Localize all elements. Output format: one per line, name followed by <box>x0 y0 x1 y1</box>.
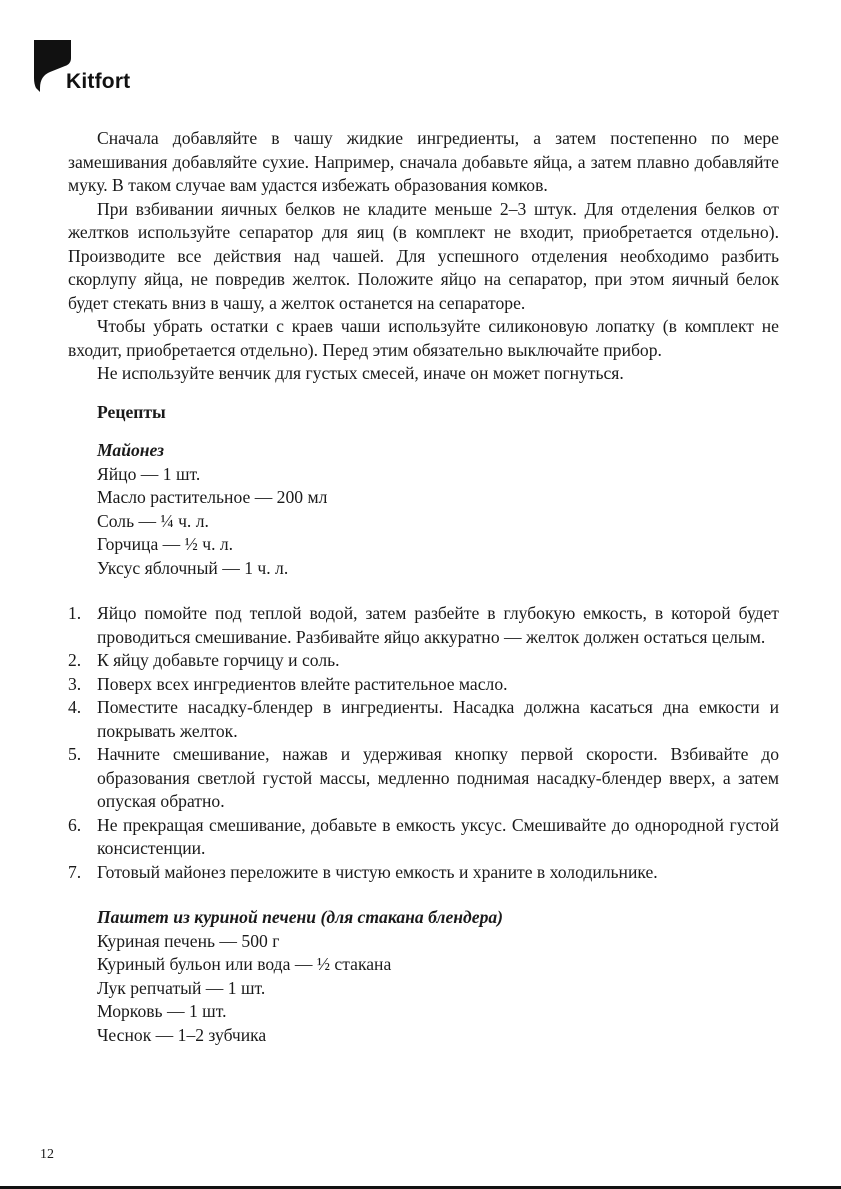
ingredient-item: Уксус яблочный — 1 ч. л. <box>97 557 289 578</box>
ingredient-item: Яйцо — 1 шт. <box>97 463 201 484</box>
step-text: Поместите насадку-блендер в ингредиенты. Насадка должна касаться дна емкости и покрывать желток. <box>97 697 779 741</box>
paragraph: Сначала добавляйте в чашу жидкие ингредиенты, а затем постепенно по мере замешивания добавляйте сухие. Например, сначала добавьте яйца, а затем плавно добавляйте муку. В таком случае вам удастся избежать образования комков. <box>68 128 779 195</box>
step-text: К яйцу добавьте горчицу и соль. <box>97 650 340 670</box>
ingredient-item: Соль — ¼ ч. л. <box>97 510 209 531</box>
step-item <box>68 649 779 673</box>
logo-wordmark: Kitfort <box>66 70 131 93</box>
paragraph: Чтобы убрать остатки с краев чаши используйте силиконовую лопатку (в комплект не входит, приобретается отдельно). Перед этим обязательно выключайте прибор. <box>68 316 779 360</box>
recipe-title-mayonnaise: Майонез <box>97 440 164 460</box>
step-item <box>68 814 779 861</box>
ingredient-item: Куриная печень — 500 г <box>97 930 280 951</box>
step-number: 7. <box>68 861 82 882</box>
paragraph: При взбивании яичных белков не кладите меньше 2–3 штук. Для отделения белков от желтков используйте сепаратор для яиц (в комплект не входит, приобретается отдельно). Производите все действия над чашей. Для успешного отделения необходимо разбить скорлупу яйца, не повредив желток. Положите яйцо на сепаратор, при этом яичный белок будет стекать вниз в чашу, а желток останется на сепараторе. <box>68 198 779 313</box>
step-text: Готовый майонез переложите в чистую емкость и храните в холодильнике. <box>97 861 658 882</box>
step-text: Начните смешивание, нажав и удерживая кнопку первой скорости. Взбивайте до образования светлой густой массы, медленно поднимая насадку-блендер вверх, а затем опуская обратно. <box>97 744 779 811</box>
step-number: 1. <box>68 603 82 623</box>
step-number: 6. <box>68 814 82 835</box>
ingredient-item: Лук репчатый — 1 шт. <box>97 977 266 998</box>
recipe-title-pate: Паштет из куриной печени (для стакана блендера) <box>97 907 504 927</box>
ingredient-item: Морковь — 1 шт. <box>97 1001 227 1021</box>
ingredient-list <box>68 463 779 581</box>
step-item <box>68 743 779 814</box>
step-number: 4. <box>68 697 82 717</box>
step-item <box>68 861 779 885</box>
recipes-heading: Рецепты <box>97 401 166 422</box>
page-content <box>68 127 779 1047</box>
step-item <box>68 673 779 697</box>
step-text: Поверх всех ингредиентов влейте растительное масло. <box>97 673 508 694</box>
step-number: 5. <box>68 744 82 764</box>
ingredient-item: Масло растительное — 200 мл <box>97 487 328 507</box>
ingredient-item: Чеснок — 1–2 зубчика <box>97 1024 267 1045</box>
ingredient-item: Куриный бульон или вода — ½ стакана <box>97 954 392 974</box>
step-number: 3. <box>68 673 82 694</box>
paragraph: Не используйте венчик для густых смесей, иначе он может погнуться. <box>97 363 624 383</box>
step-text: Яйцо помойте под теплой водой, затем разбейте в глубокую емкость, в которой будет проводиться смешивание. Разбивайте яйцо аккуратно — желток должен остаться целым. <box>97 603 779 647</box>
step-number: 2. <box>68 650 82 670</box>
step-item <box>68 696 779 743</box>
ingredient-list <box>68 930 779 1048</box>
steps-list <box>68 602 779 884</box>
step-item <box>68 602 779 649</box>
ingredient-item: Горчица — ½ ч. л. <box>97 534 234 554</box>
step-text: Не прекращая смешивание, добавьте в емкость уксус. Смешивайте до однородной густой консистенции. <box>97 814 779 858</box>
page-number: 12 <box>40 1147 54 1162</box>
